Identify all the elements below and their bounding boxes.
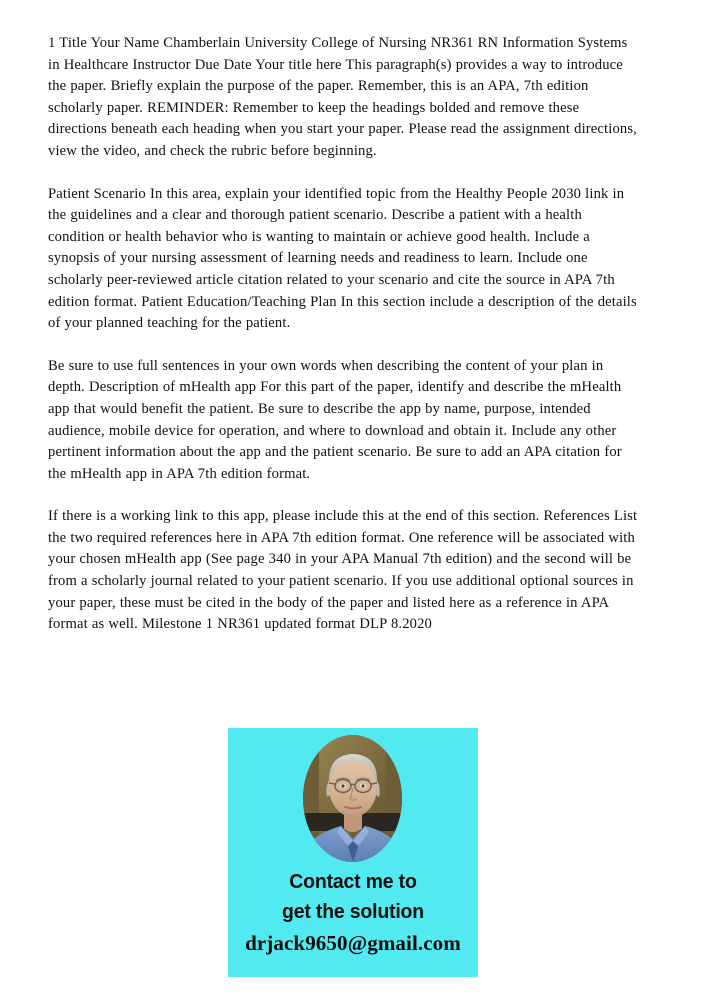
paragraph-patient-scenario: Patient Scenario In this area, explain your identified topic from the Healthy People 2030 link in the guidelines and a clear and thorough patient scenario. Describe a patient with a health condition or health behavior who is wanting to maintain or achieve good health. Include a synopsis of your nursing assessment of learning needs and readiness to learn. Include one scholarly peer-reviewed article citation related to your scenario and cite the source in APA 7th edition format. Patient Education/Teaching Plan In this section include a description of the details of your planned teaching for the patient. [48, 185, 637, 332]
promo-email-address[interactable]: drjack9650@gmail.com [245, 931, 461, 955]
paragraph-references: If there is a working link to this app, please include this at the end of this section. References List the two required references here in APA 7th edition format. One reference will be associated with your chosen mHealth app (See page 340 in your APA Manual 7th edition) and the second will be from a scholarly journal related to your patient scenario. If you use additional optional sources in your paper, these must be cited in the body of the paper and listed here as a reference in APA format as well. Milestone 1 NR361 updated format DLP 8.2020 [48, 508, 638, 633]
portrait-photo-icon [303, 735, 402, 862]
promo-line-1: Contact me to [289, 870, 417, 893]
paragraph-intro: 1 Title Your Name Chamberlain University College of Nursing NR361 RN Information Systems in Healthcare Instructor Due Date Your title here This paragraph(s) provides a way to introduce the paper. Briefly explain the purpose of the paper. Remember, this is an APA, 7th edition scholarly paper. REMINDER: Remember to keep the headings bolded and remove these directions beneath each heading when you start your paper. Please read the assignment directions, view the video, and check the rubric before beginning. [48, 35, 637, 159]
paragraph-mhealth-description: Be sure to use full sentences in your own words when describing the content of your plan in depth. Description of mHealth app For this part of the paper, identify and describe the mHealth app that would benefit the patient. Be sure to describe the app by name, purpose, intended audience, mobile device for operation, and where to download and obtain it. Include any other pertinent information about the app and the patient scenario. Be sure to add an APA citation for the mHealth app in APA 7th edition format. [48, 357, 622, 482]
promo-line-2: get the solution [282, 900, 424, 923]
avatar [303, 735, 402, 862]
promo-banner [228, 728, 478, 977]
document-text-body [48, 33, 640, 636]
